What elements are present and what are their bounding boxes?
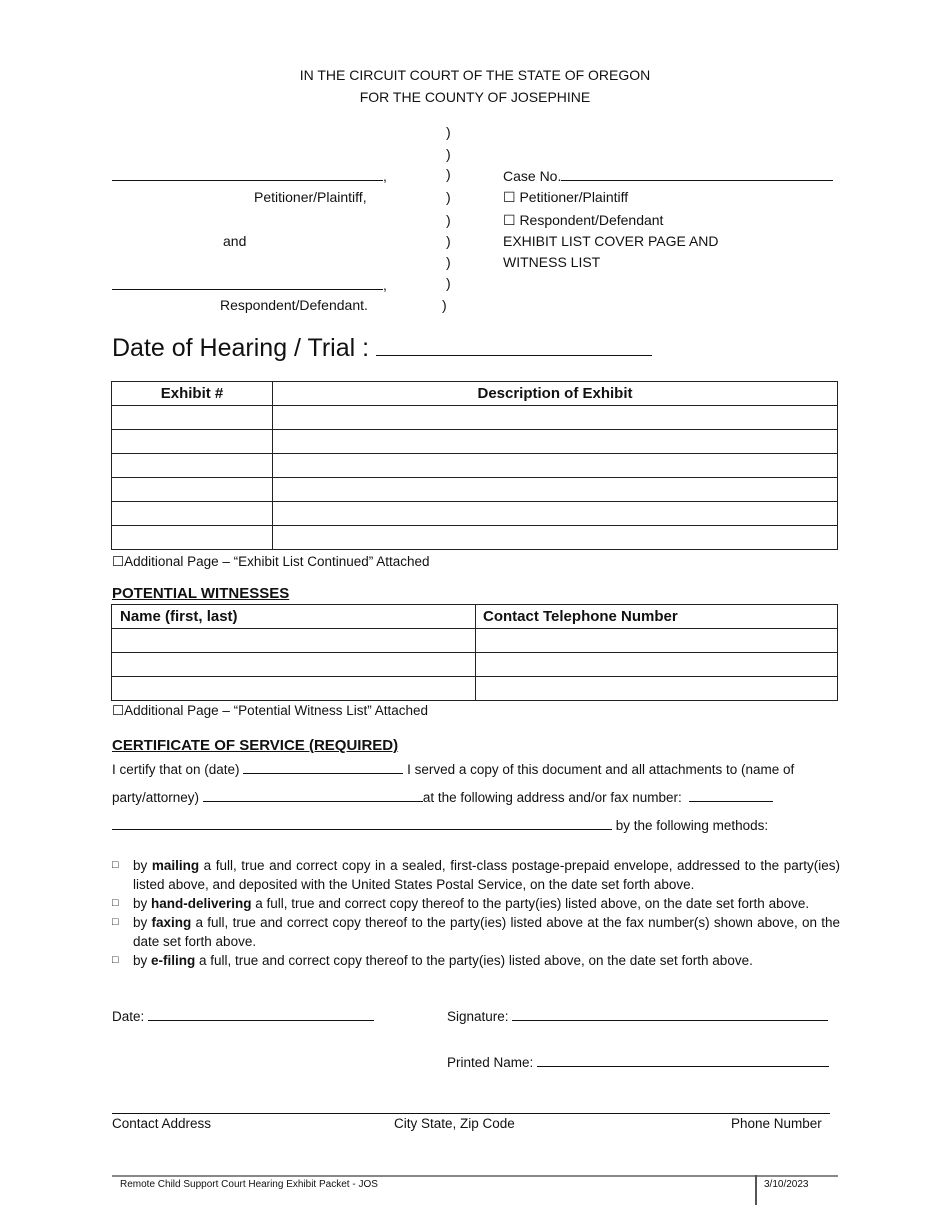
witness-phone-cell[interactable] — [476, 629, 838, 653]
method-keyword: hand-delivering — [151, 896, 252, 911]
table-row — [112, 629, 838, 653]
footer-separator — [755, 1175, 757, 1205]
contact-address-label: Contact Address — [112, 1116, 212, 1131]
checkbox-petitioner[interactable]: ☐ Petitioner/Plaintiff — [503, 189, 629, 205]
caption-paren: ) — [446, 189, 451, 205]
exhibit-number-cell[interactable] — [112, 526, 273, 550]
e-filing-checkbox[interactable]: □ — [112, 954, 119, 966]
method-keyword: mailing — [151, 858, 200, 873]
witness-phone-header: Contact Telephone Number — [476, 605, 838, 629]
address-fax-field[interactable] — [689, 787, 773, 802]
method-hand-delivering — [112, 894, 840, 913]
certificate-line-3 — [112, 815, 768, 833]
faxing-checkbox[interactable]: □ — [112, 916, 119, 928]
party-attorney-label: party/attorney) — [112, 790, 200, 805]
printed-name-field[interactable] — [447, 1052, 829, 1070]
service-date-field[interactable] — [243, 759, 403, 774]
exhibit-number-cell[interactable] — [112, 406, 273, 430]
methods-label: by the following methods: — [615, 818, 769, 833]
exhibit-number-cell[interactable] — [112, 478, 273, 502]
footer-date: 3/10/2023 — [764, 1179, 809, 1190]
caption-paren: ) — [446, 166, 451, 182]
method-prefix: by — [133, 915, 152, 930]
exhibit-description-cell[interactable] — [273, 478, 838, 502]
case-number-field[interactable] — [503, 166, 833, 184]
exhibit-number-cell[interactable] — [112, 502, 273, 526]
method-faxing — [112, 913, 840, 951]
exhibit-number-cell[interactable] — [112, 454, 273, 478]
caption-paren: ) — [446, 254, 451, 270]
signature-field[interactable] — [447, 1006, 828, 1024]
address-field[interactable] — [112, 815, 612, 830]
witness-name-cell[interactable] — [112, 653, 476, 677]
phone-number-label: Phone Number — [731, 1116, 822, 1131]
date-field[interactable] — [112, 1006, 374, 1024]
footer-divider — [112, 1175, 838, 1177]
city-state-zip-label: City State, Zip Code — [394, 1116, 515, 1131]
witnesses-title: POTENTIAL WITNESSES — [112, 585, 290, 602]
exhibit-description-cell[interactable] — [273, 406, 838, 430]
document-title-line-1: EXHIBIT LIST COVER PAGE AND — [503, 233, 719, 249]
method-text: a full, true and correct copy thereof to the party(ies) listed above, on the date set forth above. — [251, 896, 810, 911]
certificate-line-2 — [112, 787, 773, 805]
caption-paren: ) — [446, 124, 451, 140]
and-label: and — [223, 233, 247, 249]
caption-paren: ) — [446, 212, 451, 228]
mailing-checkbox[interactable]: □ — [112, 859, 119, 871]
case-number-label: Case No. — [503, 168, 562, 184]
table-row — [112, 677, 838, 701]
table-row — [112, 430, 838, 454]
exhibit-number-cell[interactable] — [112, 430, 273, 454]
exhibit-description-header: Description of Exhibit — [273, 382, 838, 406]
method-mailing — [112, 856, 840, 894]
contact-line-field[interactable] — [112, 1113, 830, 1114]
caption-paren: ) — [446, 146, 451, 162]
party-attorney-field[interactable] — [203, 787, 423, 802]
hearing-date-field[interactable] — [112, 333, 652, 363]
witness-name-cell[interactable] — [112, 677, 476, 701]
exhibit-number-header: Exhibit # — [112, 382, 273, 406]
method-prefix: by — [133, 896, 152, 911]
witness-table — [111, 604, 838, 701]
respondent-name-field[interactable]: , — [112, 275, 387, 293]
exhibit-description-cell[interactable] — [273, 454, 838, 478]
checkbox-respondent[interactable]: ☐ Respondent/Defendant — [503, 212, 664, 228]
method-text: a full, true and correct copy thereof to the party(ies) listed above, on the date set forth above. — [195, 953, 753, 968]
printed-name-label: Printed Name: — [447, 1055, 534, 1070]
exhibit-additional-page-checkbox[interactable]: ☐Additional Page – “Exhibit List Continued” Attached — [112, 554, 430, 569]
caption-paren: ) — [446, 233, 451, 249]
method-text: a full, true and correct copy thereof to the party(ies) listed above at the fax number(s) shown above, on the date set forth above. — [133, 915, 840, 949]
caption-paren: ) — [442, 297, 447, 313]
table-row — [112, 454, 838, 478]
certificate-title: CERTIFICATE OF SERVICE (REQUIRED) — [112, 737, 399, 754]
served-copy-text: I served a copy of this document and all attachments to (name of — [407, 762, 795, 777]
method-e-filing — [112, 951, 840, 970]
table-row — [112, 502, 838, 526]
method-keyword: faxing — [151, 915, 192, 930]
witness-phone-cell[interactable] — [476, 677, 838, 701]
court-name-line-1: IN THE CIRCUIT COURT OF THE STATE OF OREGON — [299, 67, 651, 83]
exhibit-description-cell[interactable] — [273, 502, 838, 526]
witness-name-header: Name (first, last) — [112, 605, 476, 629]
address-fax-label: at the following address and/or fax number: — [422, 790, 682, 805]
hand-delivering-checkbox[interactable]: □ — [112, 897, 119, 909]
exhibit-table — [111, 381, 838, 550]
method-prefix: by — [133, 953, 152, 968]
certify-date-label: I certify that on (date) — [112, 762, 240, 777]
method-text: a full, true and correct copy in a sealed, first-class postage-prepaid envelope, addressed to the party(ies) listed above, and deposited with the United States Postal Service, on the date set forth above. — [133, 858, 840, 892]
date-label: Date: — [112, 1009, 145, 1024]
exhibit-description-cell[interactable] — [273, 430, 838, 454]
caption-paren: ) — [446, 275, 451, 291]
method-prefix: by — [133, 858, 152, 873]
witness-additional-page-checkbox[interactable]: ☐Additional Page – “Potential Witness List” Attached — [112, 703, 429, 718]
petitioner-label: Petitioner/Plaintiff, — [254, 189, 367, 205]
witness-phone-cell[interactable] — [476, 653, 838, 677]
court-name-line-2: FOR THE COUNTY OF JOSEPHINE — [359, 89, 591, 105]
certificate-line-1 — [112, 759, 794, 777]
table-row — [112, 478, 838, 502]
signature-label: Signature: — [447, 1009, 509, 1024]
witness-name-cell[interactable] — [112, 629, 476, 653]
table-row — [112, 526, 838, 550]
footer-document-title: Remote Child Support Court Hearing Exhibit Packet - JOS — [120, 1179, 378, 1190]
table-row — [112, 406, 838, 430]
table-row — [112, 653, 838, 677]
hearing-date-label: Date of Hearing / Trial : — [112, 334, 370, 362]
petitioner-name-field[interactable]: , — [112, 166, 387, 184]
document-title-line-2: WITNESS LIST — [503, 254, 601, 270]
respondent-label: Respondent/Defendant. — [220, 297, 368, 313]
exhibit-description-cell[interactable] — [273, 526, 838, 550]
method-keyword: e-filing — [151, 953, 196, 968]
